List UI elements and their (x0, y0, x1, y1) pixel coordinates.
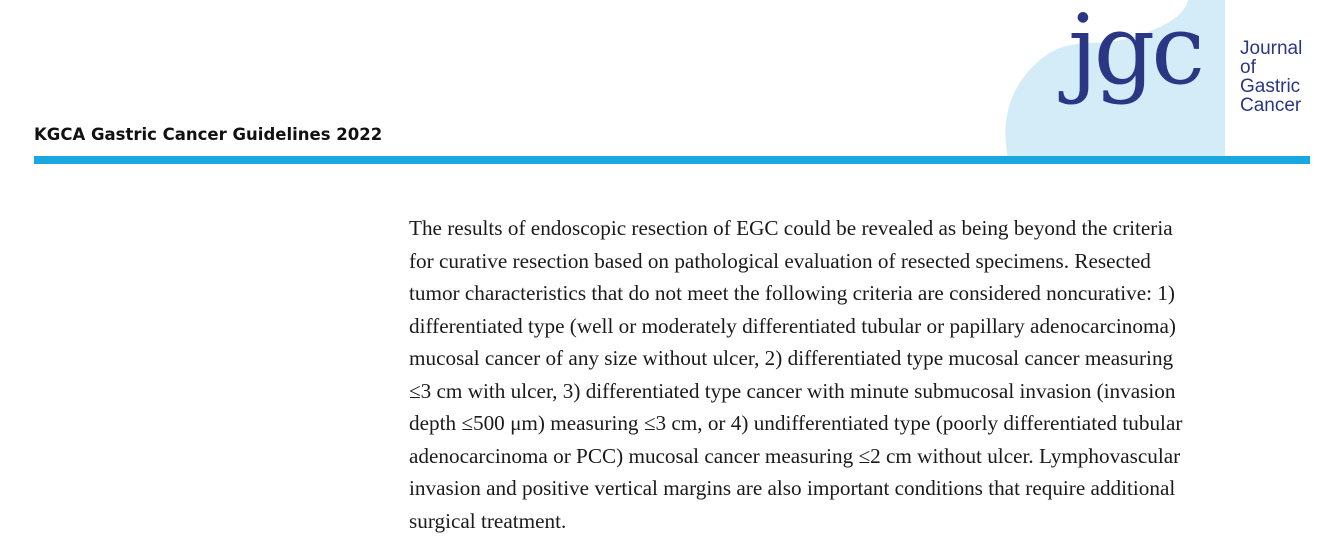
paragraph-line: depth ≤500 μm) measuring ≤3 cm, or 4) undifferentiated type (poorly differentiated tubular (409, 411, 1183, 435)
journal-name (1240, 39, 1302, 115)
running-header-title: KGCA Gastric Cancer Guidelines 2022 (34, 125, 383, 144)
journal-logo-mark: jgc (1068, 0, 1201, 106)
body-paragraph (409, 212, 1304, 537)
paragraph-line: invasion and positive vertical margins are also important conditions that require additional (409, 476, 1176, 500)
paragraph-line: ≤3 cm with ulcer, 3) differentiated type cancer with minute submucosal invasion (invasion (409, 378, 1176, 403)
journal-name-line: Gastric (1240, 76, 1301, 97)
paragraph-line: for curative resection based on pathological evaluation of resected specimens. Resected (409, 248, 1151, 273)
paragraph-line: adenocarcinoma or PCC) mucosal cancer measuring ≤2 cm without ulcer. Lymphovascular (409, 443, 1181, 468)
journal-name-line: of (1240, 57, 1256, 78)
paragraph-line: The results of endoscopic resection of EGC could be revealed as being beyond the criteria (409, 216, 1173, 240)
paragraph-line: differentiated type (well or moderately differentiated tubular or papillary adenocarcinoma) (409, 313, 1176, 338)
paragraph-line: tumor characteristics that do not meet the following criteria are considered noncurative: 1) (409, 281, 1175, 305)
paragraph-line: mucosal cancer of any size without ulcer, 2) differentiated type mucosal cancer measuring (409, 346, 1174, 370)
paragraph-line: surgical treatment. (409, 508, 567, 533)
journal-name-line: Cancer (1240, 95, 1302, 116)
header-divider (34, 156, 1310, 164)
journal-name-line: Journal (1240, 38, 1303, 59)
